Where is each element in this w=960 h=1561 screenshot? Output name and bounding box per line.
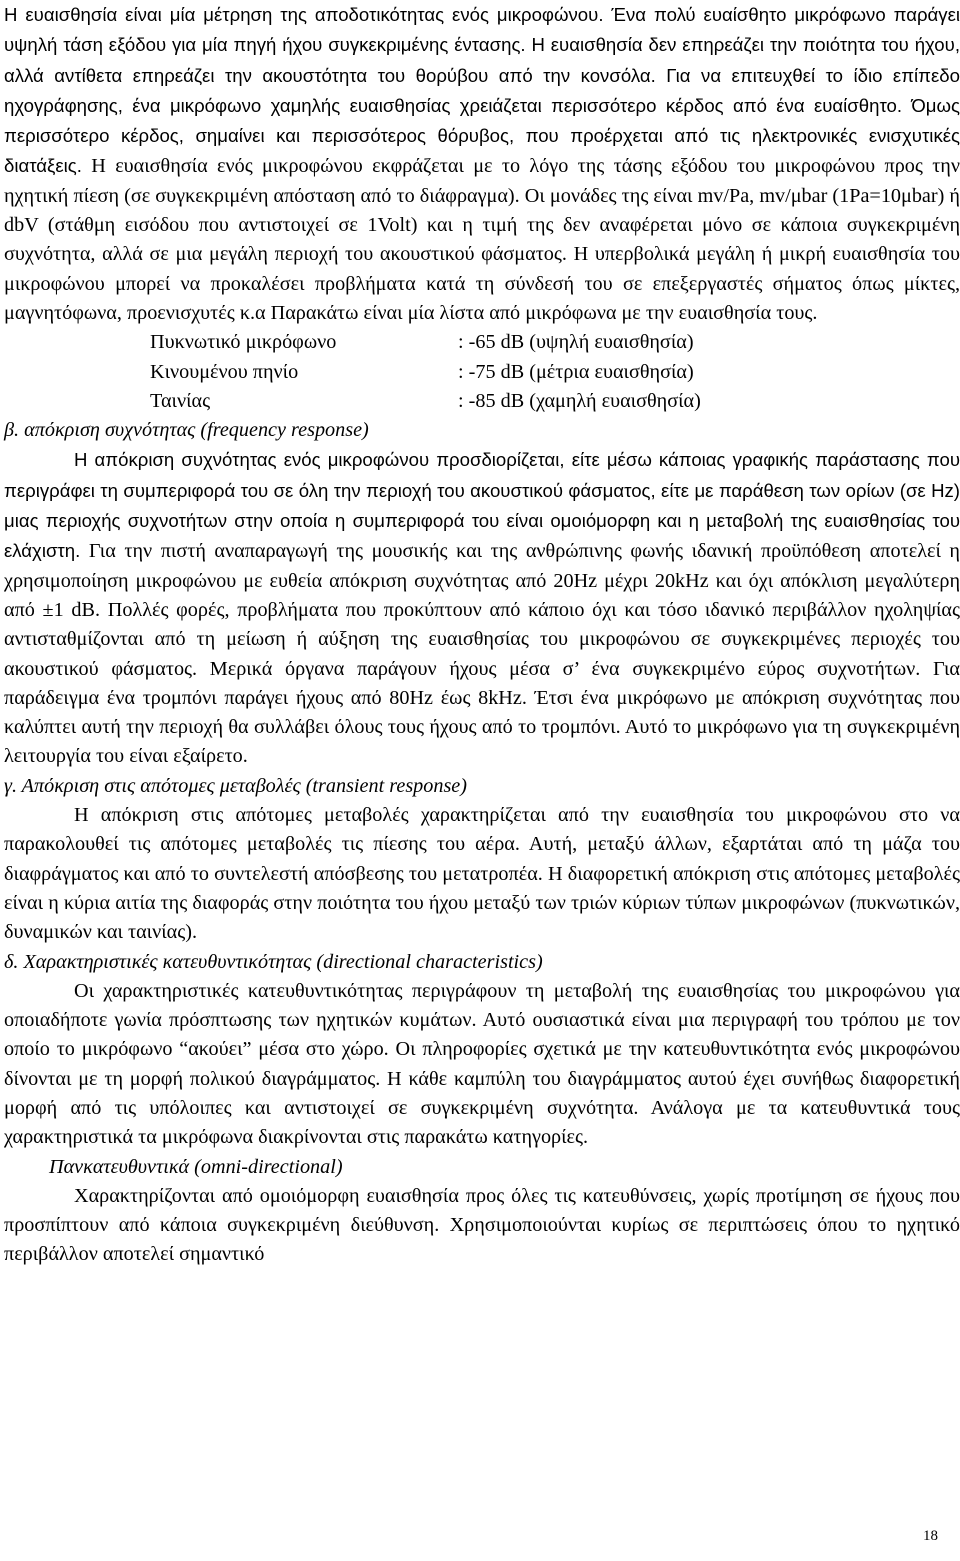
mic-sensitivity: : -65 dB (υψηλή ευαισθησία) [458, 331, 694, 354]
page-number: 18 [923, 1528, 938, 1544]
table-row [150, 387, 960, 416]
section-b-text-1: Η απόκριση συχνότητας ενός μικροφώνου προσδιορίζεται, είτε μέσω κάποιας γραφικής παράστασης που περιγράφει τη συμπεριφορά του σε όλη την περιοχή του ακουστικού φάσματος, είτε με παράθεση των ορίων (σε Hz) μιας περιοχής συχνοτήτων στην οποία η συμπεριφορά του είναι ομοιόμορφη και η μεταβολή της ευαισθησίας του ελάχιστη. [4, 449, 960, 562]
mic-sensitivity: : -75 dB (μέτρια ευαισθησία) [458, 360, 694, 383]
document-page [4, 0, 960, 1270]
section-c-heading: γ. Απόκριση στις απότομες μεταβολές (transient response) [4, 774, 467, 797]
mic-sensitivity: : -85 dB (χαμηλή ευαισθησία) [458, 389, 701, 412]
intro-text-2: Η ευαισθησία ενός μικροφώνου εκφράζεται με το λόγο της τάσης εξόδου του μικροφώνου προς την ηχητική πίεση (σε συγκεκριμένη απόσταση από το διάφραγμα). [4, 155, 960, 207]
sensitivity-table [4, 328, 960, 416]
mic-type: Ταινίας [150, 389, 211, 412]
section-c-paragraph: Η απόκριση στις απότομες μεταβολές χαρακτηρίζεται από την ευαισθησία του μικροφώνου στο να παρακολουθεί τις απότομες μεταβολές τις πίεσης του αέρα. Αυτή, μεταξύ άλλων, εξαρτάται από τη μάζα του διαφράγματος και από το συντελεστή απόσβεσης του μετατροπέα. Η διαφορετική απόκριση στις απότομες μεταβολές είναι η κύρια αιτία της διαφοράς στην ποιότητα του ήχου μεταξύ των τριών κύριων τύπων μικροφώνων (πυκνωτικών, δυναμικών και ταινίας). [4, 804, 960, 944]
table-row [150, 358, 960, 387]
omni-heading: Πανκατευθυντικά (omni-directional) [49, 1155, 343, 1178]
mic-type: Πυκνωτικό μικρόφωνο [150, 331, 337, 354]
intro-paragraph [4, 0, 960, 328]
section-b-paragraph [4, 445, 960, 771]
section-b-text-2: Για την πιστή αναπαραγωγή της μουσικής και της ανθρώπινης φωνής ιδανική προϋπόθεση αποτελεί η χρησιμοποίηση μικροφώνου με ευθεία απόκριση συχνότητας από 20Hz μέχρι 20kHz και όχι απόκλιση μεγαλύτερη από ±1 dB. [4, 540, 960, 621]
table-row [150, 328, 960, 357]
section-d-paragraph: Οι χαρακτηριστικές κατευθυντικότητας περιγράφουν τη μεταβολή της ευαισθησίας του μικροφώνου για οποιαδήποτε γωνία πρόσπτωσης των ηχητικών κυμάτων. Αυτό ουσιαστικά είναι μια περιγραφή του τρόπου με τον οποίο το μικρόφωνο “ακούει” μέσα στο χώρο. Οι πληροφορίες σχετικά με την κατευθυντικότητα ενός μικροφώνου δίνονται με τη μορφή πολικού διαγράμματος. Η κάθε καμπύλη του διαγράμματος αυτού έχει συνήθως διαφορετική μορφή από τις υπόλοιπες και αντιστοιχεί σε συγκεκριμένη συχνότητα. Ανάλογα με τα κατευθυντικά τους χαρακτηριστικά τα μικρόφωνα διακρίνονται στις παρακάτω κατηγορίες. [4, 979, 960, 1149]
section-b-heading: β. απόκριση συχνότητας (frequency response) [4, 419, 369, 442]
intro-text-1: Η ευαισθησία είναι μία μέτρηση της αποδοτικότητας ενός μικροφώνου. Ένα πολύ ευαίσθητο μικρόφωνο παράγει υψηλή τάση εξόδου για μία πηγή ήχου συγκεκριμένης έντασης. Η ευαισθησία δεν επηρεάζει την ποιότητα του ήχου, αλλά αντίθετα επηρεάζει την ακουστότητα του θορύβου από την κονσόλα. Για να επιτευχθεί το ίδιο επίπεδο ηχογράφησης, ένα μικρόφωνο χαμηλής ευαισθησίας χρειάζεται περισσότερο κέρδος από ένα ευαίσθητο. Όμως περισσότερο κέρδος, σημαίνει και περισσότερος θόρυβος, που προέρχεται από τις ηλεκτρονικές ενισχυτικές διατάξεις. [4, 4, 960, 177]
section-b-text-3: Πολλές φορές, προβλήματα που προκύπτουν από κάποιο όχι και τόσο ιδανικό περιβάλλον ηχοληψίας αντισταθμίζονται από τη μείωση ή αύξηση της ευαισθησίας του μικροφώνου σε συγκεκριμένες περιοχές του ακουστικού φάσματος. Μερικά όργανα παράγουν ήχους μέσα σ’ ένα συγκεκριμένο εύρος συχνοτήτων. Για παράδειγμα ένα τρομπόνι παράγει ήχους από 80Hz έως 8kHz. Έτσι ένα μικρόφωνο με απόκριση συχνότητας που καλύπτει αυτή την περιοχή θα συλλάβει όλους τους ήχους από το τρομπόνι. Αυτό το μικρόφωνο για τη συγκεκριμένη λειτουργία του είναι εξαίρετο. [4, 598, 960, 768]
section-d-heading: δ. Χαρακτηριστικές κατευθυντικότητας (directional characteristics) [4, 950, 543, 973]
mic-type: Κινουμένου πηνίο [150, 360, 299, 383]
intro-text-3: Οι μονάδες της είναι mv/Pa, mv/μbar (1Pa=10μbar) ή dbV (στάθμη εισόδου που αντιστοιχεί σε 1Volt) και η τιμή της δεν αναφέρεται μόνο σε κάποια συγκεκριμένη συχνότητα, αλλά σε μια μεγάλη περιοχή του ακουστικού φάσματος. Η υπερβολικά μεγάλη ή μικρή ευαισθησία του μικροφώνου μπορεί να προκαλέσει προβλήματα κατά τη σύνδεσή του σε επεξεργαστές σήματος όπως μίκτες, μαγνητόφωνα, προενισχυτές κ.α Παρακάτω είναι μία λίστα από μικρόφωνα με την ευαισθησία τους. [4, 184, 960, 324]
omni-paragraph: Χαρακτηρίζονται από ομοιόμορφη ευαισθησία προς όλες τις κατευθύνσεις, χωρίς προτίμηση σε ήχους που προσπίπτουν από κάποια συγκεκριμένη διεύθυνση. Χρησιμοποιούνται κυρίως σε περιπτώσεις όπου το ηχητικό περιβάλλον αποτελεί σημαντικό [4, 1184, 960, 1266]
